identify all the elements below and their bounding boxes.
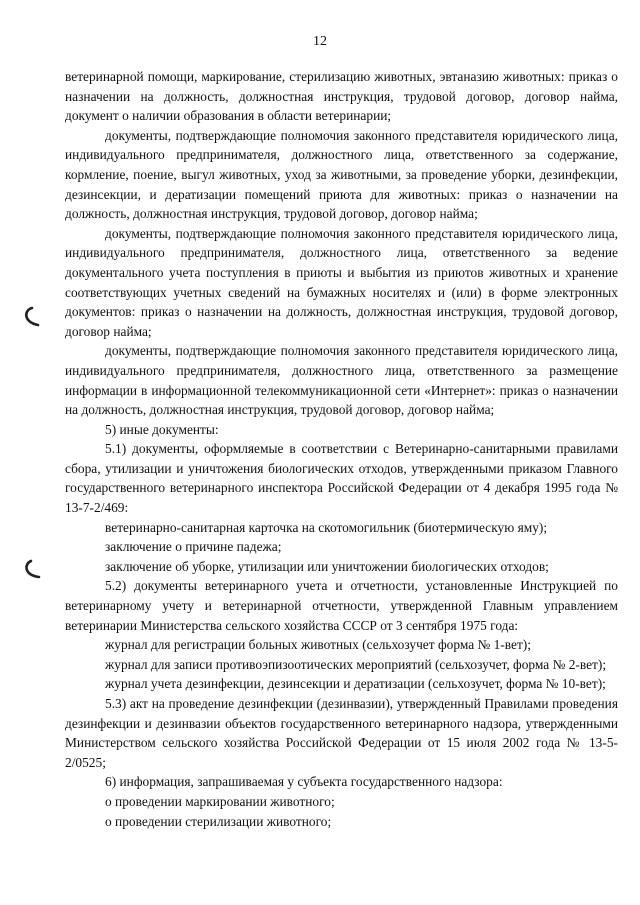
page-number: 12 <box>313 34 327 49</box>
binder-hole-mark-icon <box>18 306 42 328</box>
binder-hole-mark-icon <box>18 559 42 581</box>
list-item: журнал для регистрации больных животных (сельхозучет форма № 1-вет); <box>105 637 531 653</box>
paragraph: документы, подтверждающие полномочия законного представителя юридического лица, индивидуального предпринимателя, должностного лица, ответственного за ведение документального учета поступления в приюты и выбытия из приютов животных и хранение соответствующих учетных сведений на бумажных носителях и (или) в форме электронных документов: приказ о назначении на должность, должностная инструкция, трудовой договор, договор найма; <box>65 225 618 339</box>
list-item: журнал для записи противоэпизоотических мероприятий (сельхозучет, форма № 2-вет); <box>105 656 607 672</box>
paragraph: документы, подтверждающие полномочия законного представителя юридического лица, индивидуального предпринимателя, должностного лица, ответственного за размещение информации в информационной телекоммуникационной сети «Интернет»: приказ о назначении на должность, должностная инструкция, трудовой договор, договор найма; <box>65 343 618 418</box>
list-item: о проведении маркировании животного; <box>105 793 335 809</box>
list-item: заключение о причине падежа; <box>105 539 282 555</box>
paragraph: документы, подтверждающие полномочия законного представителя юридического лица, индивидуального предпринимателя, должностного лица, ответственного за содержание, кормление, поение, выгул животных, уход за животными, за проведение уборки, дезинфекции, дезинсекции, и дератизации помещений приюта для животных: приказ о назначении на должность, должностная инструкция, трудовой договор, договор найма; <box>65 127 618 222</box>
list-heading: 6) информация, запрашиваемая у субъекта государственного надзора: <box>105 774 503 790</box>
list-item: журнал учета дезинфекции, дезинсекции и дератизации (сельхозучет, форма № 10-вет); <box>105 676 606 692</box>
paragraph: ветеринарной помощи, маркирование, стерилизацию животных, эвтаназию животных: приказ о назначении на должность, должностная инструкция, трудовой договор, договор найма, документ о наличии образования в области ветеринарии; <box>65 69 618 124</box>
document-body <box>65 67 618 831</box>
paragraph: 5.2) документы ветеринарного учета и отчетности, установленные Инструкцией по ветеринарному учету и ветеринарной отчетности, утвержденной Главным управлением ветеринарии Министерства сельского хозяйства СССР от 3 сентября 1975 года: <box>65 578 618 633</box>
paragraph: 5.1) документы, оформляемые в соответствии с Ветеринарно-санитарными правилами сбора, утилизации и уничтожения биологических отходов, утвержденными приказом Главного государственного ветеринарного инспектора Российской Федерации от 4 декабря 1995 года № 13-7-2/469: <box>65 441 618 516</box>
list-heading: 5) иные документы: <box>105 421 219 437</box>
list-item: заключение об уборке, утилизации или уничтожении биологических отходов; <box>105 558 549 574</box>
list-item: о проведении стерилизации животного; <box>105 813 332 829</box>
paragraph: 5.3) акт на проведение дезинфекции (дезинвазии), утвержденный Правилами проведения дезинфекции и дезинвазии объектов государственного ветеринарного надзора, утвержденными Министерством сельского хозяйства Российской Федерации от 15 июля 2002 года № 13-5-2/0525; <box>65 696 618 770</box>
list-item: ветеринарно-санитарная карточка на скотомогильник (биотермическую яму); <box>105 519 548 535</box>
